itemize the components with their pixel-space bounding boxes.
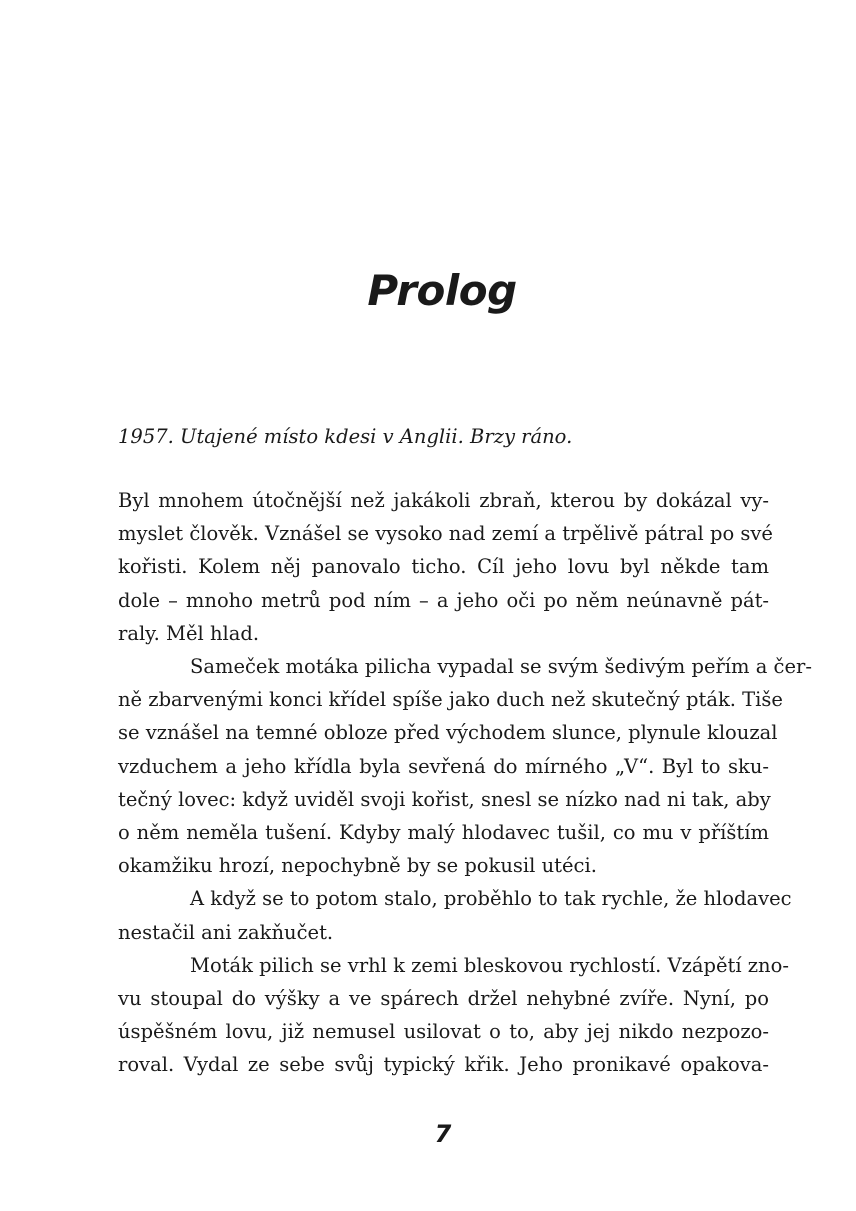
text-line: nestačil ani zakňučet. xyxy=(118,920,334,944)
text-line: tečný lovec: když uviděl svoji kořist, snesl se nízko nad ni tak, aby xyxy=(118,787,771,811)
paragraph-2 xyxy=(118,650,812,882)
text-line: Byl mnohem útočnější než jakákoli zbraň, kterou by dokázal vy- xyxy=(118,489,769,512)
text-line: myslet člověk. Vznášel se vysoko nad zemí a trpělivě pátral po své xyxy=(118,522,773,546)
paragraph-1 xyxy=(118,484,773,650)
text-line: Sameček motáka pilicha vypadal se svým šedivým peřím a čer- xyxy=(190,655,812,679)
text-line: raly. Měl hlad. xyxy=(118,621,260,645)
text-line: Moták pilich se vrhl k zemi bleskovou rychlostí. Vzápětí zno- xyxy=(190,953,789,977)
text-line: vzduchem a jeho křídla byla sevřená do mírného „V“. Byl to sku- xyxy=(118,754,769,778)
body-text xyxy=(118,484,812,1082)
chapter-title: Prolog xyxy=(367,266,517,315)
text-line: okamžiku hrozí, nepochybně by se pokusil utéci. xyxy=(118,854,597,878)
text-line: A když se to potom stalo, proběhlo to tak rychle, že hlodavec xyxy=(190,887,792,911)
text-line: o něm neměla tušení. Kdyby malý hlodavec tušil, co mu v příštím xyxy=(118,821,769,845)
text-line: vu stoupal do výšky a ve spárech držel nehybné zvíře. Nyní, po xyxy=(118,987,769,1011)
text-line: ně zbarvenými konci křídel spíše jako duch než skutečný pták. Tiše xyxy=(118,688,783,712)
text-line: roval. Vydal ze sebe svůj typický křik. Jeho pronikavé opakova- xyxy=(118,1053,769,1077)
page-number: 7 xyxy=(434,1120,452,1148)
text-line: kořisti. Kolem něj panovalo ticho. Cíl jeho lovu byl někde tam xyxy=(118,555,769,579)
chapter-dateline: 1957. Utajené místo kdesi v Anglii. Brzy ráno. xyxy=(118,425,573,448)
paragraph-4 xyxy=(118,949,789,1082)
paragraph-3 xyxy=(118,882,792,948)
text-line: dole – mnoho metrů pod ním – a jeho oči po něm neúnavně pát- xyxy=(118,588,769,612)
text-line: se vznášel na temné obloze před východem slunce, plynule klouzal xyxy=(118,721,778,745)
text-line: úspěšném lovu, již nemusel usilovat o to, aby jej nikdo nezpozo- xyxy=(118,1020,769,1044)
